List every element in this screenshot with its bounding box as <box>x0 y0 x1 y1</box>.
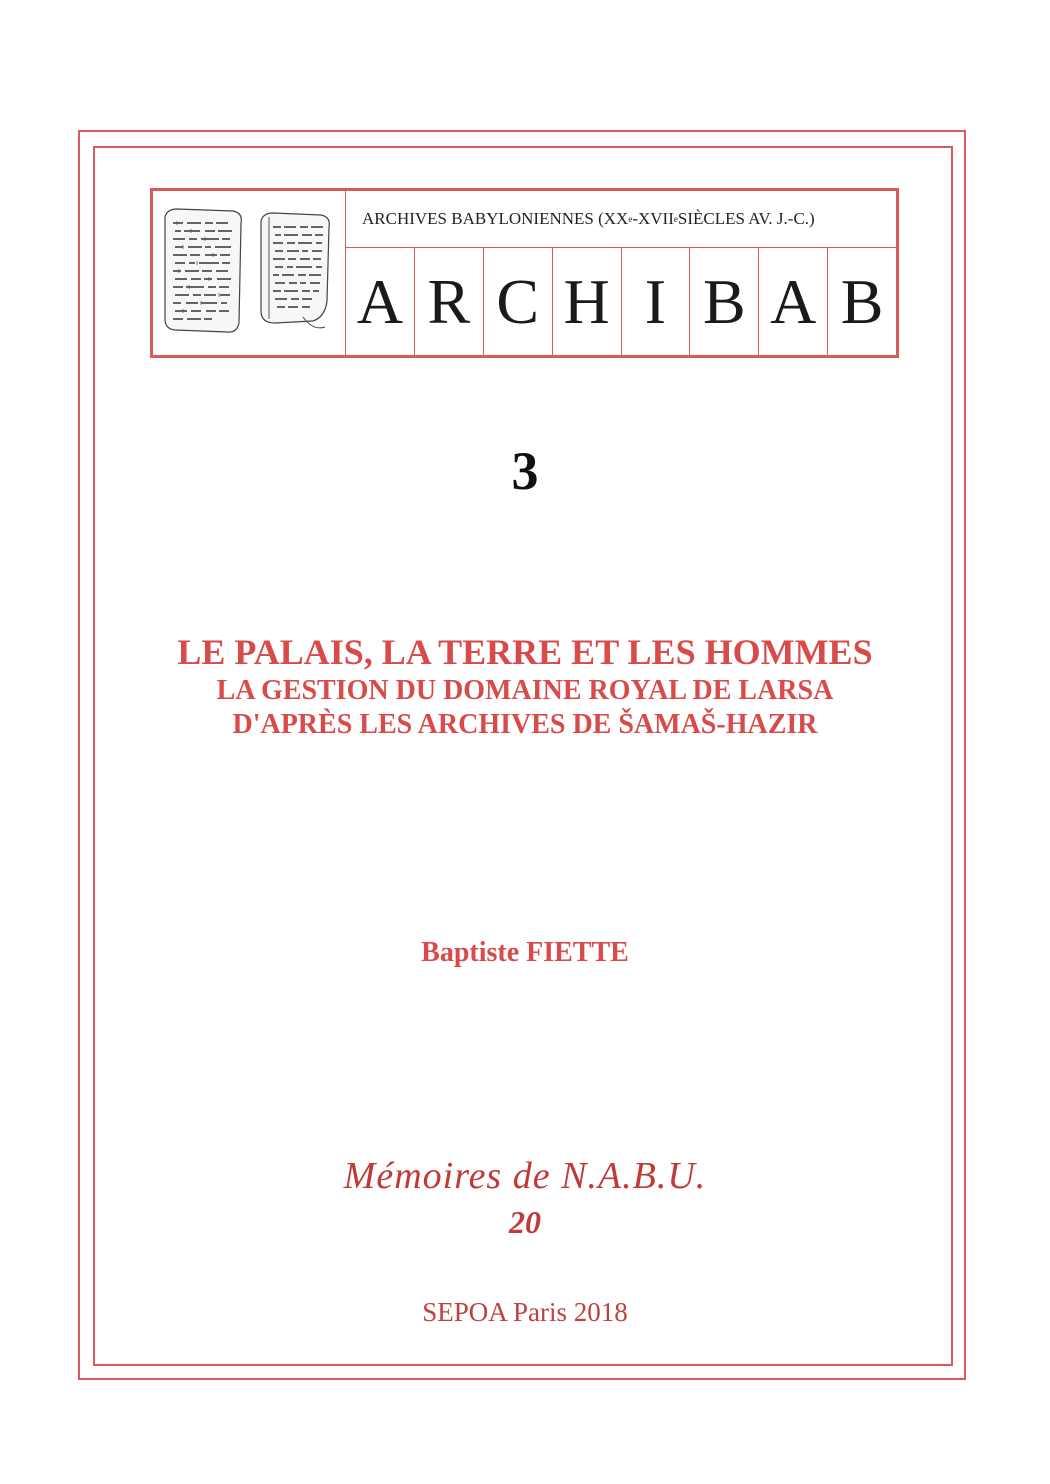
series-superscript: e <box>673 214 678 224</box>
logo-letter: B <box>689 248 758 355</box>
series-text-part: ARCHIVES BABYLONIENNES (XX <box>362 209 629 228</box>
logo-letter: A <box>758 248 827 355</box>
author-name: Baptiste FIETTE <box>421 937 629 968</box>
book-subtitle-line-2: D'APRÈS LES ARCHIVES DE ŠAMAŠ-HAZIR <box>232 709 818 740</box>
series-title-block <box>345 191 896 355</box>
book-title: LE PALAIS, LA TERRE ET LES HOMMES <box>177 632 873 672</box>
cuneiform-tablets-image <box>153 191 344 355</box>
volume-number: 3 <box>511 441 539 501</box>
logo-letter: H <box>552 248 621 355</box>
logo-letter: C <box>483 248 552 355</box>
collection-title: Mémoires de N.A.B.U. <box>343 1155 707 1197</box>
logo-letter: I <box>621 248 690 355</box>
book-subtitle-line-1: LA GESTION DU DOMAINE ROYAL DE LARSA <box>216 675 834 706</box>
series-subtitle <box>346 191 896 248</box>
logo-letter: A <box>356 265 404 337</box>
series-superscript: e <box>628 214 633 224</box>
series-text-part: -XVII <box>632 209 674 228</box>
collection-block <box>0 1150 1050 1242</box>
logo-letter: B <box>827 248 896 355</box>
logo-letter: R <box>414 248 483 355</box>
collection-number: 20 <box>509 1204 541 1240</box>
publisher-line: SEPOA Paris 2018 <box>422 1297 628 1327</box>
archibab-logo <box>346 248 896 355</box>
series-header <box>150 188 899 358</box>
series-text-part: SIÈCLES AV. J.-C.) <box>677 209 815 228</box>
book-title-block <box>0 630 1050 742</box>
